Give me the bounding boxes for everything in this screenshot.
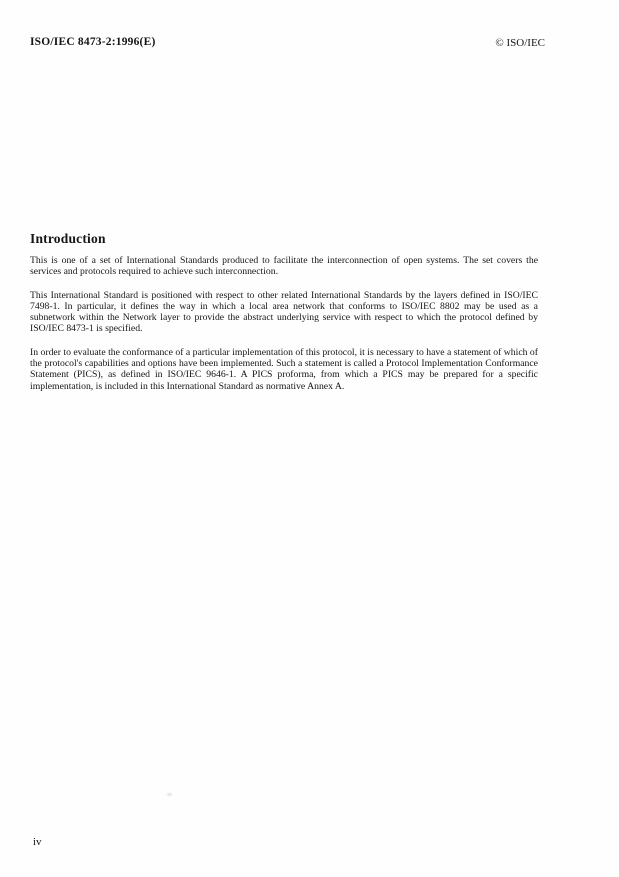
document-number: ISO/IEC 8473-2:1996(E) bbox=[30, 36, 156, 48]
paragraph-1: This is one of a set of International Standards produced to facilitate the interconnection of open systems. The set covers the services and protocols required to achieve such interconnection. bbox=[30, 255, 538, 278]
paragraph-2: This International Standard is positioned with respect to other related International Standards by the layers defined in ISO/IEC 7498-1. In particular, it defines the way in which a local area network that conforms to ISO/IEC 8802 may be used as a subnetwork within the Network layer to provide the abstract underlying service with respect to which the protocol defined by ISO/IEC 8473-1 is specified. bbox=[30, 289, 538, 335]
introduction-body bbox=[30, 255, 538, 404]
section-title: Introduction bbox=[30, 231, 106, 246]
paragraph-3: In order to evaluate the conformance of a particular implementation of this protocol, it is necessary to have a statement of which of the protocol's capabilities and options have been implemented. Such a statement is called a Protocol Implementation Conformance Statement (PICS), as defined in ISO/IEC 9646-1. A PICS proforma, from which a PICS may be prepared for a specific implementation, is included in this International Standard as normative Annex A. bbox=[30, 346, 538, 392]
copyright-notice: © ISO/IEC bbox=[495, 37, 545, 49]
scan-artifact bbox=[166, 792, 173, 797]
page-number: iv bbox=[33, 836, 42, 848]
